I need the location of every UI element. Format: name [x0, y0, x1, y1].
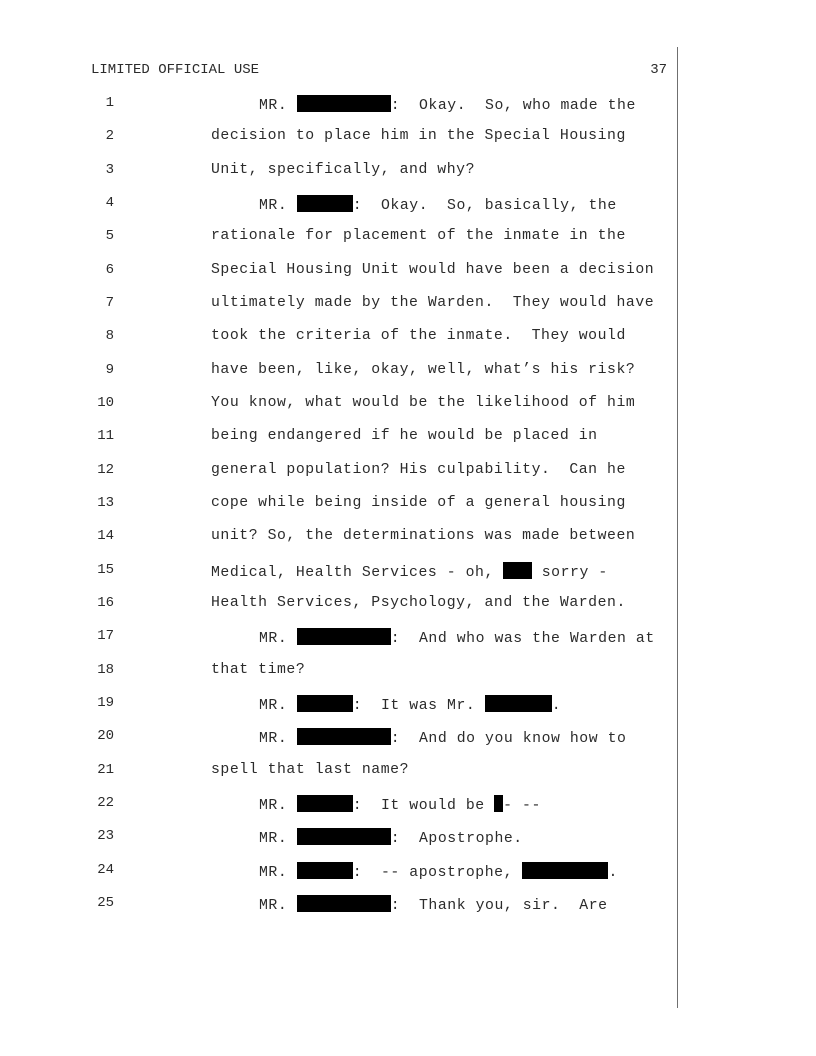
line-text: being endangered if he would be placed in: [211, 428, 598, 444]
transcript-line: [0, 228, 816, 250]
transcript-line: [0, 95, 816, 117]
redaction-box: [522, 862, 608, 879]
line-number: 5: [105, 228, 114, 244]
redaction-box: [297, 195, 353, 212]
line-text: that time?: [211, 662, 306, 678]
line-text: have been, like, okay, well, what’s his risk?: [211, 362, 636, 378]
line-text: rationale for placement of the inmate in the: [211, 228, 626, 244]
transcript-line: [0, 362, 816, 384]
transcript-line: [0, 662, 816, 684]
transcript-line: [0, 495, 816, 517]
line-number: 19: [97, 695, 114, 711]
redaction-box: [297, 828, 391, 845]
line-number: 25: [97, 895, 114, 911]
line-number: 11: [97, 428, 114, 444]
line-text: spell that last name?: [211, 762, 410, 778]
redaction-box: [297, 628, 391, 645]
line-text: MR. : And do you know how to: [259, 728, 626, 747]
transcript-line: [0, 462, 816, 484]
line-number: 13: [97, 495, 114, 511]
line-text: ultimately made by the Warden. They would have: [211, 295, 655, 311]
line-number: 9: [105, 362, 114, 378]
transcript-line: [0, 428, 816, 450]
transcript-line: [0, 828, 816, 850]
line-text: MR. : It was Mr. .: [259, 695, 561, 714]
line-text: decision to place him in the Special Housing: [211, 128, 626, 144]
line-text: unit? So, the determinations was made between: [211, 528, 636, 544]
line-number: 6: [105, 262, 114, 278]
redaction-box: [297, 895, 391, 912]
line-text: MR. : And who was the Warden at: [259, 628, 655, 647]
line-text: MR. : -- apostrophe, .: [259, 862, 618, 881]
line-number: 24: [97, 862, 114, 878]
line-number: 18: [97, 662, 114, 678]
line-text: MR. : Okay. So, basically, the: [259, 195, 617, 214]
page-number: 37: [650, 62, 667, 78]
redaction-box: [297, 862, 353, 879]
line-text: MR. : It would be - --: [259, 795, 541, 814]
redaction-box: [297, 695, 353, 712]
line-number: 2: [105, 128, 114, 144]
classification-header: LIMITED OFFICIAL USE: [91, 62, 260, 78]
transcript-line: [0, 695, 816, 717]
redaction-box: [297, 95, 391, 112]
line-number: 12: [97, 462, 114, 478]
line-number: 23: [97, 828, 114, 844]
transcript-line: [0, 528, 816, 550]
line-number: 14: [97, 528, 114, 544]
line-number: 1: [105, 95, 114, 111]
transcript-line: [0, 862, 816, 884]
line-number: 3: [105, 162, 114, 178]
line-text: MR. : Apostrophe.: [259, 828, 523, 847]
transcript-line: [0, 262, 816, 284]
line-number: 16: [97, 595, 114, 611]
line-text: Medical, Health Services - oh, sorry -: [211, 562, 608, 581]
transcript-line: [0, 595, 816, 617]
redaction-box: [503, 562, 532, 579]
transcript-line: [0, 162, 816, 184]
redaction-box: [297, 728, 391, 745]
line-text: You know, what would be the likelihood of him: [211, 395, 636, 411]
transcript-line: [0, 562, 816, 584]
line-number: 15: [97, 562, 114, 578]
transcript-line: [0, 762, 816, 784]
line-number: 8: [105, 328, 114, 344]
line-number: 7: [105, 295, 114, 311]
transcript-line: [0, 328, 816, 350]
redaction-box: [494, 795, 503, 812]
transcript-line: [0, 728, 816, 750]
line-text: took the criteria of the inmate. They would: [211, 328, 626, 344]
transcript-line: [0, 395, 816, 417]
transcript-line: [0, 128, 816, 150]
line-number: 4: [105, 195, 114, 211]
redaction-box: [485, 695, 552, 712]
line-text: MR. : Okay. So, who made the: [259, 95, 636, 114]
line-number: 20: [97, 728, 114, 744]
line-text: Special Housing Unit would have been a decision: [211, 262, 655, 278]
transcript-line: [0, 195, 816, 217]
transcript-line: [0, 628, 816, 650]
line-text: Unit, specifically, and why?: [211, 162, 476, 178]
line-number: 21: [97, 762, 114, 778]
transcript-line: [0, 895, 816, 917]
line-text: general population? His culpability. Can he: [211, 462, 626, 478]
redaction-box: [297, 795, 353, 812]
line-number: 22: [97, 795, 114, 811]
line-text: Health Services, Psychology, and the Warden.: [211, 595, 626, 611]
line-text: MR. : Thank you, sir. Are: [259, 895, 608, 914]
transcript-line: [0, 795, 816, 817]
line-text: cope while being inside of a general housing: [211, 495, 626, 511]
line-number: 17: [97, 628, 114, 644]
line-number: 10: [97, 395, 114, 411]
transcript-line: [0, 295, 816, 317]
